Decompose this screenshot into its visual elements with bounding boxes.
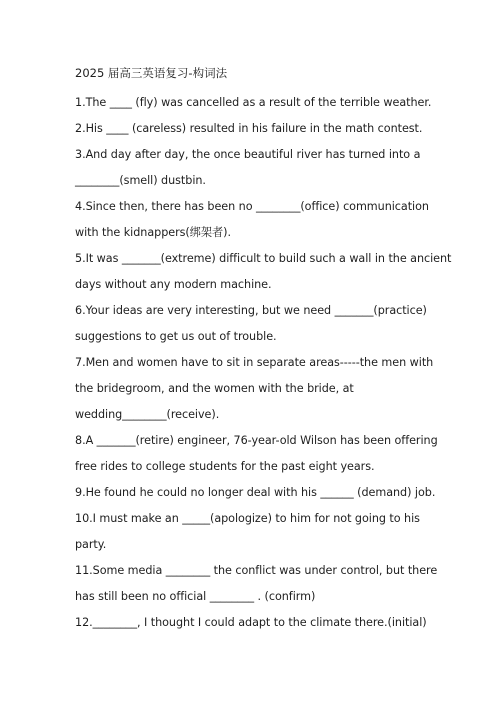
text-line: 2.His ____ (careless) resulted in his failure in the math contest. (75, 122, 423, 135)
text-line: days without any modern machine. (75, 278, 272, 291)
text-line: 8.A _______(retire) engineer, 76-year-old Wilson has been offering (75, 434, 438, 447)
text-line: 6.Your ideas are very interesting, but we need _______(practice) (75, 304, 427, 317)
text-line: 4.Since then, there has been no ________(office) communication (75, 200, 429, 213)
text-line: ________(smell) dustbin. (75, 174, 206, 187)
text-line: 1.The ____ (fly) was cancelled as a result of the terrible weather. (75, 96, 432, 109)
text-line: 3.And day after day, the once beautiful river has turned into a (75, 148, 421, 161)
text-line: suggestions to get us out of trouble. (75, 330, 277, 343)
text-line: 7.Men and women have to sit in separate areas-----the men with (75, 356, 434, 369)
text-line: wedding________(receive). (75, 408, 220, 421)
text-line: party. (75, 538, 107, 551)
exercise-list (75, 90, 452, 636)
text-line: 10.I must make an _____(apologize) to him for not going to his (75, 512, 420, 525)
text-line: 11.Some media ________ the conflict was under control, but there (75, 564, 438, 577)
text-line: has still been no official ________ . (confirm) (75, 590, 316, 603)
text-line: free rides to college students for the past eight years. (75, 460, 375, 473)
document-title: 2025 届高三英语复习-构词法 (75, 66, 228, 80)
text-line: 12.________, I thought I could adapt to the climate there.(initial) (75, 616, 427, 629)
text-line: 9.He found he could no longer deal with his ______ (demand) job. (75, 486, 436, 499)
text-line: the bridegroom, and the women with the bride, at (75, 382, 354, 395)
text-line: 5.It was _______(extreme) difficult to build such a wall in the ancient (75, 252, 452, 265)
text-line: with the kidnappers(绑架者). (75, 226, 231, 239)
